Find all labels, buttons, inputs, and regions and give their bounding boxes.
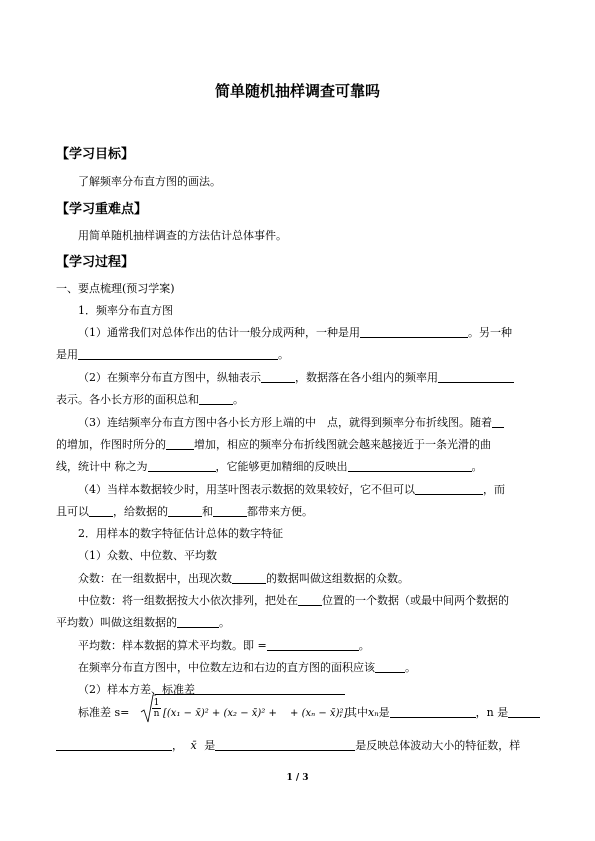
fill-blank: [492, 416, 504, 428]
text: （4）当样本数据较少时，用茎叶图表示数据的效果较好，它不但可以: [78, 483, 415, 496]
text: ，n 是: [475, 706, 509, 719]
text: 且可以: [56, 505, 89, 518]
subsection-2-title: 2．用样本的数字特征估计总体的数字特征: [78, 527, 283, 540]
fill-blank: [415, 483, 483, 495]
text: 都带来方便。: [247, 505, 313, 518]
paragraph-1-line-2: [56, 348, 289, 362]
std-description-line-2: [56, 739, 520, 753]
text: （2）样本方差、标准差: [78, 683, 195, 696]
fill-blank: [298, 594, 322, 606]
text: 表示。各小长方形的面积总和: [56, 393, 199, 406]
text: （2）在频率分布直方图中，纵轴表示: [78, 371, 261, 384]
text: 的数据叫做这组数据的众数。: [266, 572, 409, 585]
paragraph-median-line-1: [78, 594, 509, 608]
text: 众数：在一组数据中，出现次数: [78, 572, 232, 585]
text: , 其中: [339, 706, 368, 719]
fill-blank: [390, 706, 476, 718]
text: 是: [204, 739, 216, 752]
fill-blank: [348, 460, 472, 472]
paragraph-2-line-2: [56, 393, 244, 407]
text: 。: [358, 639, 370, 652]
xbar-symbol: x̄: [190, 739, 197, 752]
fill-blank: [166, 438, 194, 450]
paragraph-4-line-2: [56, 505, 313, 519]
fill-blank: [215, 739, 355, 751]
text: 。: [219, 616, 230, 629]
goal-text: 了解频率分布直方图的画法。: [78, 175, 221, 188]
fraction-numerator: 1: [153, 698, 160, 708]
text: 增加，相应的频率分布折线图就会越来越接近于一条光滑的曲: [194, 438, 491, 451]
key-text: 用简单随机抽样调查的方法估计总体事件。: [78, 229, 287, 242]
paragraph-3-line-1: [78, 416, 504, 430]
text: 平均数：样本数据的算术平均数。即 =: [78, 639, 267, 652]
fill-blank: [78, 348, 278, 360]
paragraph-4-line-1: [78, 483, 505, 497]
xn-symbol: xₙ: [368, 706, 379, 719]
paragraph-5: （1）众数、中位数、平均数: [78, 549, 217, 562]
heading-goal: 【学习目标】: [56, 147, 135, 162]
fill-blank: [267, 639, 359, 651]
fill-blank: [199, 393, 233, 405]
text: 位置的一个数据（或最中间两个数据的: [322, 594, 509, 607]
text: 和: [202, 505, 213, 518]
fill-blank: [177, 616, 219, 628]
paragraph-2-line-1: [78, 371, 514, 385]
text: ，而: [483, 483, 505, 496]
text: 的增加，作图时所分的: [56, 438, 166, 451]
page-title: 简单随机抽样调查可靠吗: [214, 82, 380, 100]
paragraph-histogram-median: [78, 661, 416, 675]
fraction-denominator: n: [153, 709, 160, 719]
fill-blank: [89, 505, 113, 517]
text: 是用: [56, 348, 78, 361]
text: 。: [405, 661, 416, 674]
text: 在频率分布直方图中，中位数左边和右边的直方图的面积应该: [78, 661, 375, 674]
fill-blank: [232, 572, 266, 584]
fill-blank: [168, 505, 202, 517]
std-label: 标准差 s=: [78, 706, 130, 719]
fill-blank: [261, 371, 295, 383]
text: ，它能够更加精细的反映出: [215, 460, 348, 473]
fill-blank: [375, 661, 405, 673]
paragraph-mean: [78, 639, 370, 653]
text: 平均数）叫做这组数据的: [56, 616, 177, 629]
text: ，: [172, 739, 183, 752]
text: 。另一种: [468, 326, 512, 339]
formula-body: [(x₁ − x̄)² + (x₂ − x̄)² + + (xₙ − x̄)²]: [163, 708, 348, 719]
paragraph-3-line-2: [56, 438, 491, 452]
fraction: [152, 698, 161, 719]
text: 线，统计中 称之为: [56, 460, 148, 473]
text: 。: [233, 393, 244, 406]
page-number: 1 / 3: [286, 773, 309, 783]
text: 中位数：将一组数据按大小依次排列，把处在: [78, 594, 298, 607]
text: ，给数据的: [113, 505, 168, 518]
paragraph-median-line-2: [56, 616, 230, 630]
heading-key: 【学习重难点】: [56, 202, 148, 217]
sqrt-vinculum: [155, 694, 345, 695]
text: ，数据落在各小组内的频率用: [295, 371, 438, 384]
std-description: [339, 706, 540, 720]
fill-blank: [360, 326, 468, 338]
heading-process: 【学习过程】: [56, 255, 135, 270]
text: （3）连结频率分布直方图中各小长方形上端的中 点，就得到频率分布折线图。随着: [78, 416, 492, 429]
subsection-1-title: 1．频率分布直方图: [78, 304, 173, 317]
fill-blank: [148, 460, 216, 472]
section-1-title: 一、要点梳理(预习学案): [56, 282, 175, 295]
paragraph-3-line-3: [56, 460, 483, 474]
fill-blank: [508, 706, 540, 718]
fill-blank: [56, 739, 172, 751]
paragraph-1-line-1: [78, 326, 512, 340]
fill-blank: [213, 505, 247, 517]
text: 。: [471, 460, 483, 473]
text: 是: [378, 706, 390, 719]
fill-blank: [438, 371, 514, 383]
text: 。: [278, 348, 289, 361]
text: 是反映总体波动大小的特征数，样: [355, 739, 521, 752]
paragraph-mode: [78, 572, 409, 586]
text: （1）通常我们对总体作出的估计一般分成两种，一种是用: [78, 326, 360, 339]
